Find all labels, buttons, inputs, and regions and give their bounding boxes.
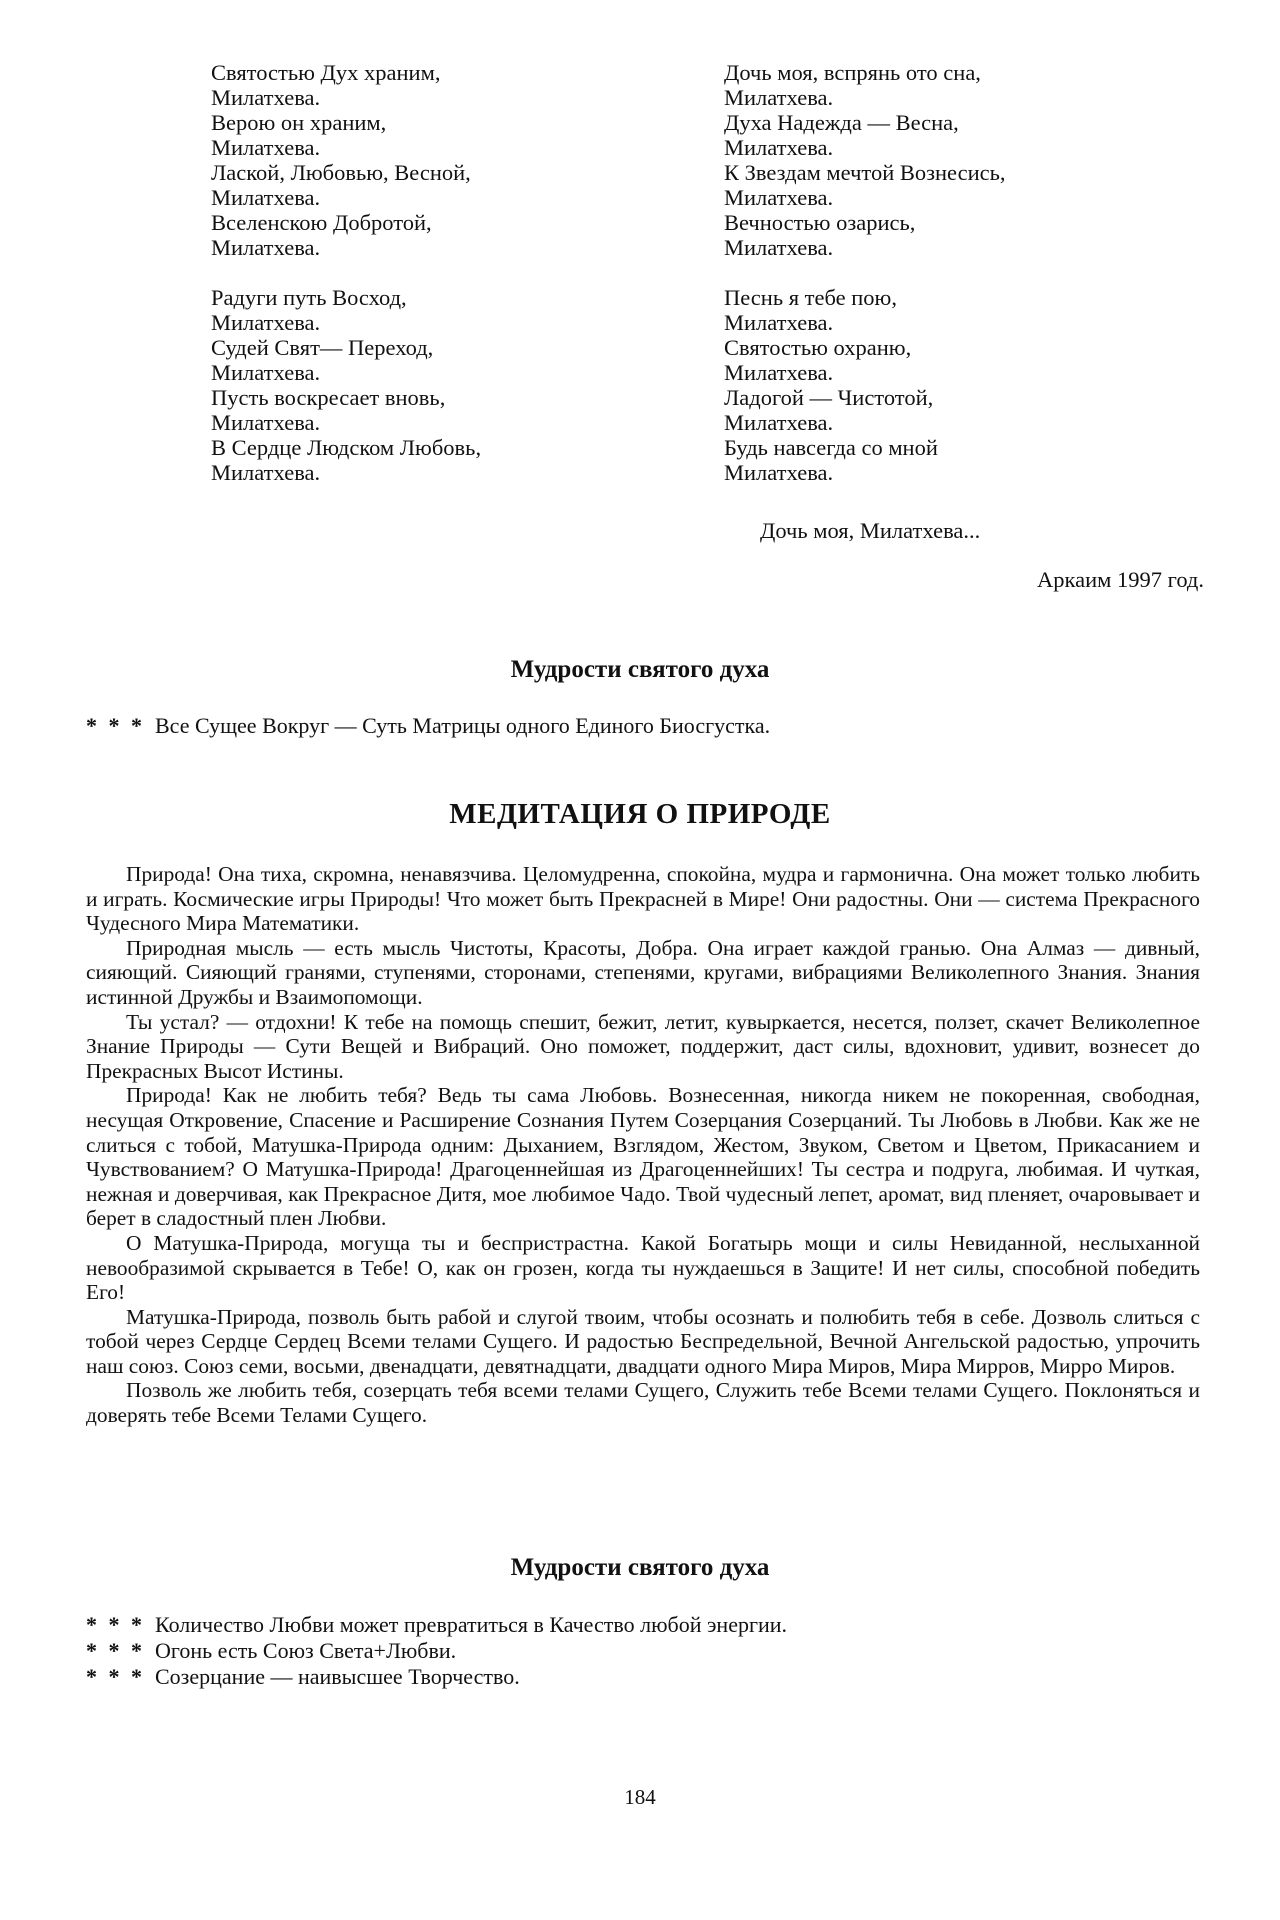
article-paragraph: Природная мысль — есть мысль Чистоты, Красоты, Добра. Она играет каждой гранью. Она Алмаз — дивный, сияющий. Сияющий гранями, ступенями, сторонами, степенями, кругами, вибрациями Великолепного Знания. Знания истинной Дружбы и Взаимопомощи.	[86, 935, 1200, 1009]
poem-refrain: Милатхева.	[211, 235, 321, 260]
poem-line: Дочь моя, вспрянь ото сна,	[724, 60, 981, 85]
article-paragraph: О Матушка-Природа, могуща ты и беспристрастна. Какой Богатырь мощи и силы Невиданной, неслыханной невообразимой скрывается в Тебе! О, как он грозен, когда ты нуждаешься в Защите! И нет силы, способной победить Его!	[86, 1230, 1200, 1305]
wisdom-section-title: Мудрости святого духа	[510, 656, 770, 683]
poem-line: Вселенскою Добротой,	[211, 210, 432, 235]
poem-line: Святостью Дух храним,	[211, 60, 441, 85]
poem-line: К Звездам мечтой Вознесись,	[724, 160, 1006, 185]
poem-line: Верою он храним,	[211, 110, 387, 135]
asterism-marker: * * *	[86, 1638, 145, 1663]
poem-right-column	[724, 60, 1224, 485]
poem-line: Вечностью озарись,	[724, 210, 916, 235]
poem-refrain: Милатхева.	[724, 460, 834, 485]
poem-refrain: Милатхева.	[211, 85, 321, 110]
poem-stanza	[211, 285, 691, 485]
wisdom-section-title: Мудрости святого духа	[510, 1554, 770, 1581]
poem-refrain: Милатхева.	[211, 360, 321, 385]
poem-line: Святостью охраню,	[724, 335, 912, 360]
poem-refrain: Милатхева.	[724, 235, 834, 260]
poem-refrain: Милатхева.	[211, 410, 321, 435]
poem-refrain: Милатхева.	[211, 310, 321, 335]
poem-stanza	[724, 60, 1224, 260]
poem-line: Будь навсегда со мной	[724, 435, 938, 460]
poem-line: Песнь я тебе пою,	[724, 285, 897, 310]
poem-refrain: Милатхева.	[211, 135, 321, 160]
poem-left-column	[211, 60, 691, 485]
poem-line: Лаской, Любовью, Весной,	[211, 160, 471, 185]
poem-refrain: Милатхева.	[724, 360, 834, 385]
poem-refrain: Милатхева.	[724, 410, 834, 435]
aphorism-item	[86, 1638, 1196, 1664]
poem-refrain: Милатхева.	[724, 185, 834, 210]
article-paragraph: Ты устал? — отдохни! К тебе на помощь спешит, бежит, летит, кувыркается, несется, ползет, скачет Великолепное Знание Природы — Сути Вещей и Вибраций. Оно поможет, поддержит, даст силы, вдохновит, удивит, вознесет до Прекрасных Высот Истины.	[86, 1009, 1200, 1083]
poem-refrain: Милатхева.	[211, 185, 321, 210]
poem-refrain: Милатхева.	[724, 135, 834, 160]
aphorism-item	[86, 713, 1196, 739]
article-title: МЕДИТАЦИЯ О ПРИРОДЕ	[449, 798, 831, 830]
article-body	[86, 862, 1200, 1428]
poem-line: Духа Надежда — Весна,	[724, 110, 959, 135]
poem-stanza	[724, 285, 1224, 485]
poem-line: Ладогой — Чистотой,	[724, 385, 934, 410]
aphorism-text: Огонь есть Союз Света+Любви.	[155, 1638, 457, 1663]
poem-line: Судей Свят— Переход,	[211, 335, 434, 360]
poem-refrain: Милатхева.	[724, 310, 834, 335]
asterism-marker: * * *	[86, 1612, 145, 1637]
aphorism-list	[86, 713, 1196, 739]
aphorism-text: Все Сущее Вокруг — Суть Матрицы одного Единого Биосгустка.	[155, 713, 771, 738]
poem-stanza	[211, 60, 691, 260]
poem-refrain: Милатхева.	[724, 85, 834, 110]
aphorism-list	[86, 1612, 1196, 1690]
asterism-marker: * * *	[86, 713, 145, 738]
poem-line: В Сердце Людском Любовь,	[211, 435, 482, 460]
aphorism-item	[86, 1664, 1196, 1690]
poem-closing-line: Дочь моя, Милатхева...	[760, 518, 981, 543]
article-paragraph: Позволь же любить тебя, созерцать тебя всеми телами Сущего, Служить тебе Всеми телами Сущего. Поклоняться и доверять тебе Всеми Телами Сущего.	[86, 1378, 1200, 1428]
aphorism-item	[86, 1612, 1196, 1638]
poem-signature: Аркаим 1997 год.	[1037, 567, 1204, 592]
article-paragraph: Природа! Она тиха, скромна, ненавязчива. Целомудренна, спокойна, мудра и гармонична. Она может только любить и играть. Космические игры Природы! Что может быть Прекрасней в Мире! Они радостны. Они — система Прекрасного Чудесного Мира Математики.	[86, 862, 1200, 936]
poem-line: Пусть воскресает вновь,	[211, 385, 446, 410]
page-number: 184	[624, 1785, 656, 1809]
article-paragraph: Природа! Как не любить тебя? Ведь ты сама Любовь. Вознесенная, никогда никем не покоренная, свободная, несущая Откровение, Спасение и Расширение Сознания Путем Созерцания Созерцаний. Ты Любовь в Любви. Как же не слиться с тобой, Матушка-Природа одним: Дыханием, Взглядом, Жестом, Звуком, Светом и Цветом, Прикасанием и Чувствованием? О Матушка-Природа! Драгоценнейшая из Драгоценнейших! Ты сестра и подруга, любимая. И чуткая, нежная и доверчивая, как Прекрасное Дитя, мое любимое Чадо. Твой чудесный лепет, аромат, вид пленяет, очаровывает и берет в сладостный плен Любви.	[86, 1083, 1200, 1231]
poem-line: Радуги путь Восход,	[211, 285, 407, 310]
article-paragraph: Матушка-Природа, позволь быть рабой и слугой твоим, чтобы осознать и полюбить тебя в себе. Дозволь слиться с тобой через Сердце Сердец Всеми телами Сущего. И радостью Беспредельной, Вечной Ангельской радостью, упрочить наш союз. Союз семи, восьми, двенадцати, девятнадцати, двадцати одного Мира Миров, Мира Мирров, Мирро Миров.	[86, 1304, 1200, 1378]
aphorism-text: Количество Любви может превратиться в Качество любой энергии.	[155, 1612, 788, 1637]
asterism-marker: * * *	[86, 1664, 145, 1689]
poem-refrain: Милатхева.	[211, 460, 321, 485]
aphorism-text: Созерцание — наивысшее Творчество.	[155, 1664, 520, 1689]
